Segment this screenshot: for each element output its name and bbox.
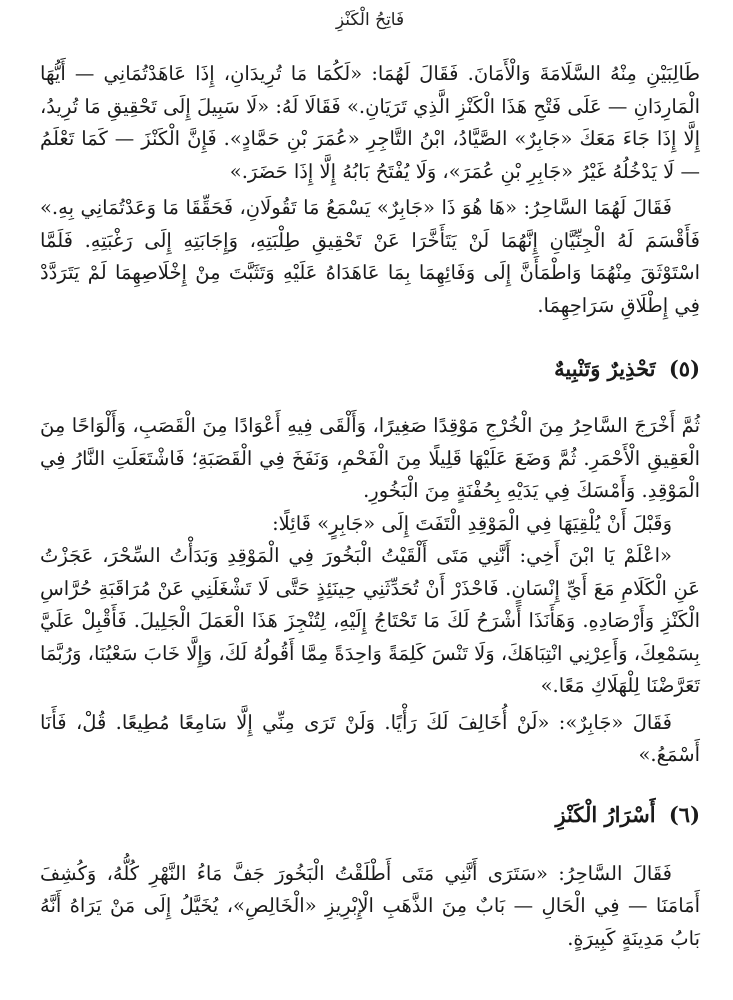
section-heading-5 bbox=[40, 354, 700, 384]
paragraph-continuation: طَالِبَيْنِ مِنْهُ السَّلَامَةَ وَالْأَمَانَ. فَقَالَ لَهُمَا: «لَكُمَا مَا تُرِيدَانِ، إِذَا عَاهَدْتُمَانِي — أَيُّهَا الْمَارِدَانِ — عَلَى فَتْحِ هَذَا الْكَنْزِ الَّذِي تَرَيَانِ.» فَقَالَا لَهُ: «لَا سَبِيلَ إِلَى تَحْقِيقِ مَا تُرِيدُ، إِلَّا إِذَا جَاءَ مَعَكَ «جَابِرٌ» الصَّيَّادُ، ابْنُ التَّاجِرِ «عُمَرَ بْنِ حَمَّادٍ». فَإِنَّ الْكَنْزَ — كَمَا تَعْلَمُ — لَا يَدْخُلُهُ غَيْرُ «جَابِرِ بْنِ عُمَرَ»، وَلَا يُفْتَحُ بَابُهُ إِلَّا إِذَا حَضَرَ.» bbox=[40, 62, 700, 183]
section-title-6: أَسْرَارُ الْكَنْزِ bbox=[555, 801, 656, 827]
section-title-5: تَحْذِيرٌ وَتَنْبِيهٌ bbox=[554, 356, 656, 381]
section-number-6: (٦) bbox=[668, 801, 700, 827]
paragraph-turned-to-jaber: وَقَبْلَ أَنْ يُلْقِيَهَا فِي الْمَوْقِدِ الْتَفَتَ إِلَى «جَابِرٍ» قَائِلًا: bbox=[272, 511, 672, 535]
paragraph-jaber-reply: فَقَالَ «جَابِرٌ»: «لَنْ أُخَالِفَ لَكَ رَأْيًا. وَلَنْ تَرَى مِنِّي إِلَّا سَامِعًا مُطِيعًا. قُلْ، فَأَنَا أَسْمَعُ.» bbox=[40, 710, 700, 766]
paragraph-treasure-secrets: فَقَالَ السَّاحِرُ: «سَتَرَى أَنَّنِي مَتَى أَطْلَقْتُ الْبَخُورَ جَفَّ مَاءُ النَّهْرِ كُلُّهُ، وَكُشِفَ أَمَامَنَا — فِي الْحَالِ — بَابٌ مِنَ الذَّهَبِ الْإِبْرِيزِ «الْخَالِصِ»، يُخَيَّلُ إِلَى مَنْ يَرَاهُ أَنَّهُ بَابُ مَدِينَةٍ كَبِيرَةٍ. bbox=[40, 861, 700, 950]
paragraph-warning-speech: «اعْلَمْ يَا ابْنَ أَخِي: أَنَّنِي مَتَى أَلْقَيْتُ الْبَخُورَ فِي الْمَوْقِدِ وَبَدَأْتُ السِّحْرَ، عَجَزْتُ عَنِ الْكَلَامِ مَعَ أَيِّ إِنْسَانٍ. فَاحْذَرْ أَنْ تُحَدِّثَنِي حِينَئِذٍ حَتَّى لَا تَشْغَلَنِي عَنْ مُرَاقَبَةِ حُرَّاسِ الْكَنْزِ وَأَرْصَادِهِ. وَهَأَنَذَا أَشْرَحُ لَكَ مَا تَحْتَاجُ إِلَيْهِ، لِتُنْجِزَ هَذَا الْعَمَلَ الْجَلِيلَ. فَأَقْبِلْ عَلَيَّ بِسَمْعِكَ، وَأَعِرْنِي انْتِبَاهَكَ، وَلَا تَنْسَ كَلِمَةً وَاحِدَةً مِمَّا أَقُولُهُ لَكَ، وَإِلَّا خَابَ سَعْيُنَا، وَرُبَّمَا تَعَرَّضْنَا لِلْهَلَاكِ مَعًا.» bbox=[40, 544, 700, 697]
paragraph-sorcerer-speaks: فَقَالَ لَهُمَا السَّاحِرُ: «هَا هُوَ ذَا «جَابِرٌ» يَسْمَعُ مَا تَقُولَانِ، فَحَقِّقَا مَا وَعَدْتُمَانِي بِهِ.» فَأَقْسَمَ لَهُ الْجِنِّيَّانِ إِنَّهُمَا لَنْ يَتَأَخَّرَا عَنْ تَحْقِيقِ طِلْبَتِهِ، وَإِجَابَتِهِ إِلَى رَغْبَتِهِ. فَلَمَّا اسْتَوْثَقَ مِنْهُمَا وَاطْمَأَنَّ إِلَى وَفَائِهِمَا بِمَا عَاهَدَاهُ عَلَيْهِ وَتَثَبَّتَ مِنْ إِخْلَاصِهِمَا لَمْ يَتَرَدَّدْ فِي إِطْلَاقِ سَرَاحِهِمَا. bbox=[40, 196, 700, 317]
section-number-5: (٥) bbox=[668, 356, 700, 381]
paragraph-burner: ثُمَّ أَخْرَجَ السَّاحِرُ مِنَ الْخُرْجِ مَوْقِدًا صَغِيرًا، وَأَلْقَى فِيهِ أَعْوَادًا مِنَ الْقَصَبِ، وَأَلْوَاحًا مِنَ الْعَقِيقِ الْأَحْمَرِ. ثُمَّ وَضَعَ عَلَيْهَا قَلِيلًا مِنَ الْفَحْمِ، وَنَفَخَ فِي الْقَصَبَةِ؛ فَاشْتَعَلَتِ النَّارُ فِي الْمَوْقِدِ. وَأَمْسَكَ فِي يَدَيْهِ بِحُفْنَةٍ مِنَ الْبَخُورِ. bbox=[40, 414, 700, 502]
running-head: فَاتِحُ الْكَنْزِ bbox=[335, 10, 405, 30]
section-heading-6 bbox=[40, 800, 700, 830]
